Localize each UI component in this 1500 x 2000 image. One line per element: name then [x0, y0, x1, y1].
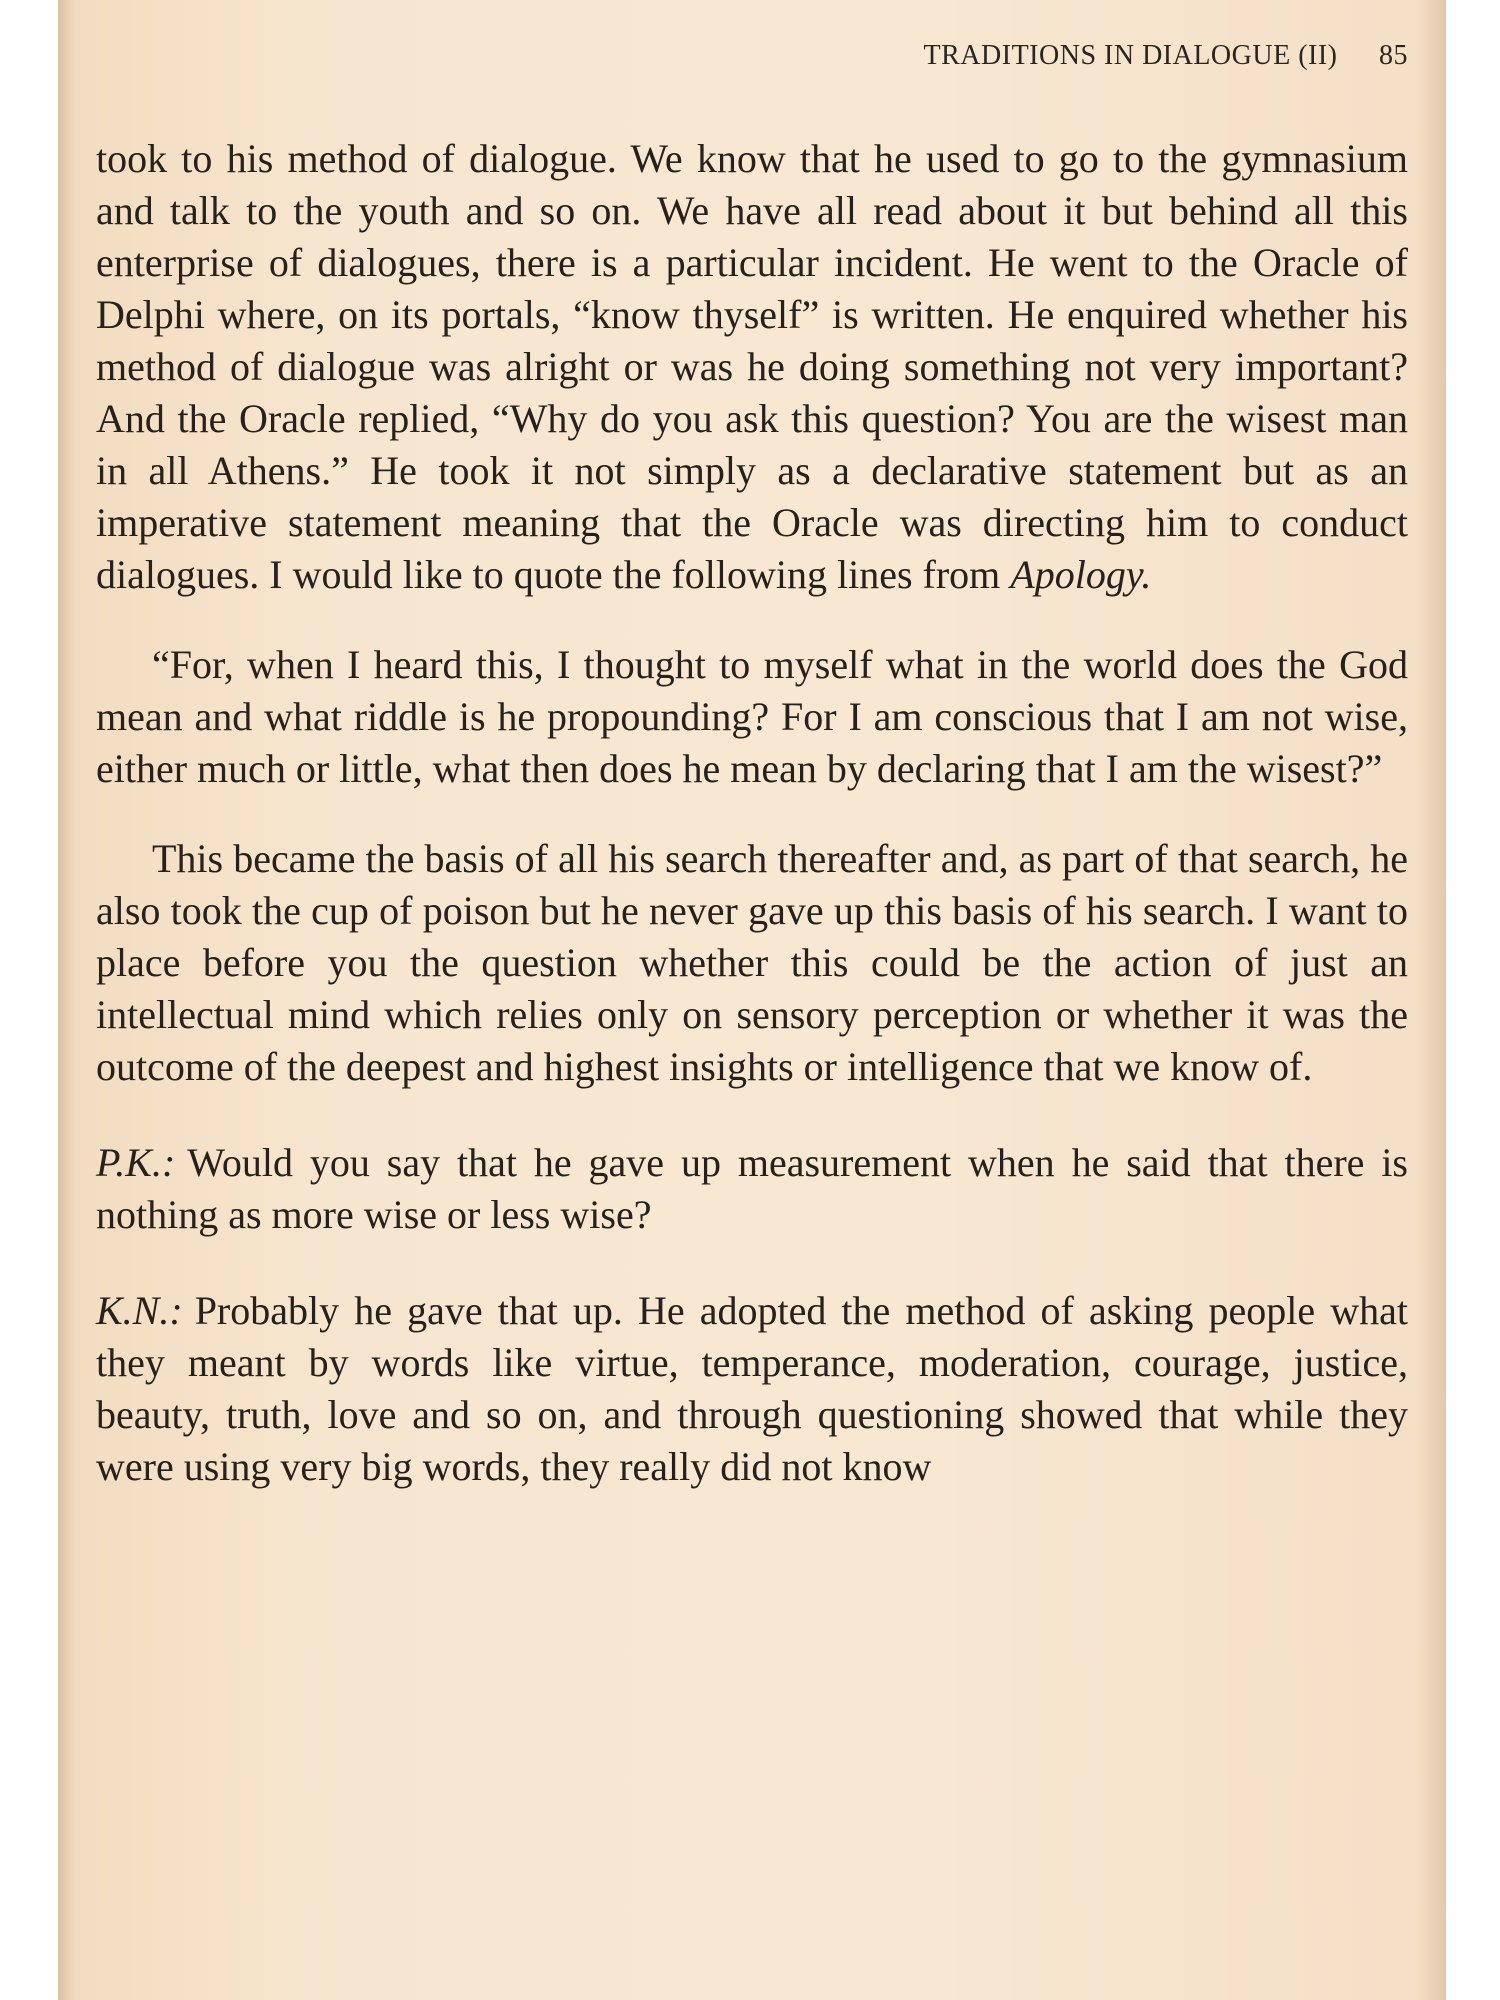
speaker-label-kn: K.N.: — [96, 1288, 183, 1333]
paragraph-socrates-oracle — [96, 133, 1408, 601]
running-head-title: TRADITIONS IN DIALOGUE (II) — [923, 40, 1338, 71]
book-title-apology: Apology. — [1010, 552, 1152, 597]
page-edge-shadow — [1416, 0, 1446, 2000]
dialogue-pk — [96, 1137, 1408, 1241]
dialogue-text-kn: Probably he gave that up. He adopted the method of asking people what they meant by words like virtue, temperance, moderation, courage, justice, beauty, truth, love and so on, and through questioning showed that while they were using very big words, they really did not know — [96, 1288, 1408, 1489]
paragraph-basis-of-search: This became the basis of all his search thereafter and, as part of that search, he also took the cup of poison but he never gave up this basis of his search. I want to place before you the question whether this could be the action of just an intellectual mind which relies only on sensory perception or whether it was the outcome of the deepest and highest insights or intelligence that we know of. — [96, 836, 1408, 1089]
dialogue-kn — [96, 1285, 1408, 1493]
page-gutter-shadow — [58, 0, 76, 2000]
page-number: 85 — [1379, 40, 1408, 71]
paragraph-text: took to his method of dialogue. We know that he used to go to the gymnasium and talk to the youth and so on. We have all read about it but behind all this enterprise of dialogues, there is a particular incident. He went to the Oracle of Delphi where, on its portals, “know thyself” is written. He enquired whether his method of dialogue was alright or was he doing something not very important? And the Oracle replied, “Why do you ask this question? You are the wisest man in all Athens.” He took it not simply as a declarative statement but as an imperative statement meaning that the Oracle was directing him to conduct dialogues. I would like to quote the following lines from — [96, 136, 1408, 597]
speaker-label-pk: P.K.: — [96, 1140, 176, 1185]
dialogue-text-pk: Would you say that he gave up measurement when he said that there is nothing as more wise or less wise? — [96, 1140, 1408, 1237]
running-head — [924, 40, 1408, 72]
body-text — [96, 133, 1408, 1537]
block-quote-apology: “For, when I heard this, I thought to myself what in the world does the God mean and what riddle is he propounding? For I am conscious that I am not wise, either much or little, what then does he mean by declaring that I am the wisest?” — [96, 642, 1408, 791]
book-page — [58, 0, 1446, 2000]
